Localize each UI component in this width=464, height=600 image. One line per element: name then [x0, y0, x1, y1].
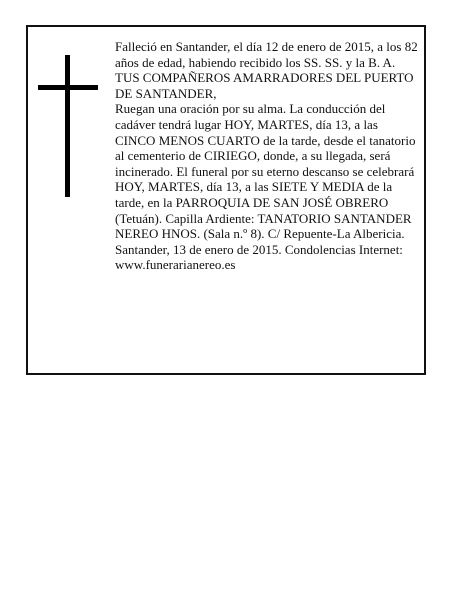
cross-icon [38, 55, 98, 197]
funeral-details: Ruegan una oración por su alma. La conducción del cadáver tendrá lugar HOY, MARTES, día 13, a las CINCO MENOS CUARTO de la tarde, desde el tanatorio al cementerio de CIRIEGO, donde, a su llegada, será incinerado. El funeral por su eterno descanso se celebrará HOY, MARTES, día 13, a las SIETE Y MEDIA de la tarde, en la PARROQUIA DE SAN JOSÉ OBRERO (Tetuán). Capilla Ardiente: TANATORIO SANTANDER NEREO HNOS. (Sala n.º 8). C/ Repuente-La Albericia. [115, 101, 416, 242]
date-and-condolences: Santander, 13 de enero de 2015. Condolencias Internet: www.funerarianereo.es [115, 241, 403, 273]
notice-body [115, 39, 419, 273]
mourners-line: TUS COMPAÑEROS AMARRADORES DEL PUERTO DE SANTANDER, [115, 70, 414, 101]
death-announcement: Falleció en Santander, el día 12 de enero de 2015, a los 82 años de edad, habiendo recibido los SS. SS. y la B. A. [115, 39, 418, 70]
obituary-notice [26, 25, 426, 375]
